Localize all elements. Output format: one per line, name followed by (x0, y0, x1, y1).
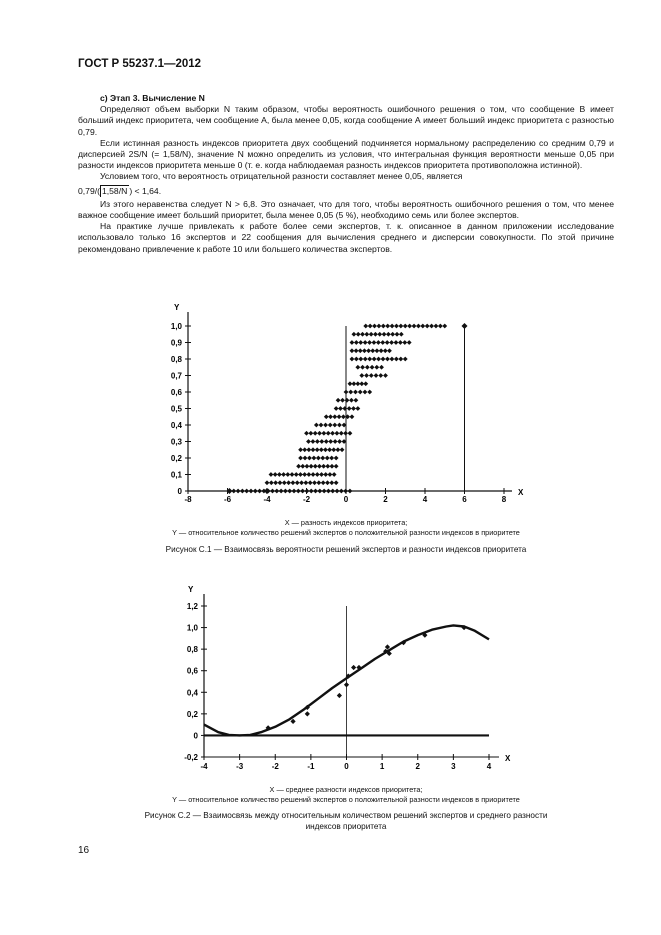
y-tick-label: 1,2 (186, 602, 198, 611)
data-point (319, 439, 324, 444)
data-point (363, 340, 368, 345)
data-point (335, 489, 340, 494)
data-point (355, 406, 360, 411)
data-point (364, 332, 369, 337)
data-point (311, 439, 316, 444)
data-point (339, 431, 344, 436)
data-point (330, 464, 335, 469)
x-tick-label: -2 (302, 495, 311, 504)
data-point (416, 324, 421, 329)
data-point (287, 489, 292, 494)
paragraph: Если истинная разность индексов приоритета двух сообщений подчиняется нормальному распределению со средним 0,79 и дисперсией 2S/N (= 1,58/N), значение N можно определить из условия, что интегральная функция вероятности меньше 0,05 при разности индексов приоритета меньше 0 (т. е. когда наблюдаемая разность индексов приоритета противоположна истинной). (78, 137, 614, 171)
data-point (315, 472, 320, 477)
y-tick-label: 0,2 (186, 709, 198, 719)
data-point (315, 439, 320, 444)
data-point (314, 423, 319, 428)
data-point (412, 324, 417, 329)
data-point (394, 340, 399, 345)
data-point (298, 472, 303, 477)
data-point (379, 348, 384, 353)
data-point (253, 489, 258, 494)
data-point (348, 431, 353, 436)
data-point (349, 398, 354, 403)
data-point (322, 489, 327, 494)
data-point (394, 357, 399, 362)
data-point (295, 480, 300, 485)
y-tick-label: 0,4 (186, 688, 198, 698)
data-point (328, 472, 333, 477)
data-point (244, 489, 249, 494)
data-point (286, 480, 291, 485)
data-point (308, 480, 313, 485)
data-point (420, 324, 425, 329)
data-point (351, 406, 356, 411)
data-point (425, 324, 430, 329)
x-axis-label: X (505, 754, 511, 763)
data-point (328, 414, 333, 419)
data-point (354, 340, 359, 345)
y-axis-label: Y (174, 303, 180, 312)
data-point (281, 472, 286, 477)
data-point (300, 489, 305, 494)
data-point (292, 489, 297, 494)
data-point (372, 357, 377, 362)
data-point (387, 348, 392, 353)
data-point (390, 332, 395, 337)
data-point (344, 682, 349, 687)
data-point (303, 456, 308, 461)
data-point (323, 447, 328, 452)
data-point (302, 472, 307, 477)
data-point (306, 472, 311, 477)
data-point (321, 431, 326, 436)
data-point (370, 365, 375, 370)
data-point (312, 456, 317, 461)
data-point (399, 332, 404, 337)
x-tick-label: -1 (307, 762, 315, 771)
data-point (343, 489, 348, 494)
data-point (374, 365, 379, 370)
data-point (363, 324, 368, 329)
data-point (326, 489, 331, 494)
data-point (363, 381, 368, 386)
x-tick-label: 4 (486, 762, 492, 771)
x-tick-label: -4 (200, 762, 208, 771)
data-point (330, 431, 335, 436)
section-title: с) Этап 3. Вычисление N (100, 93, 205, 103)
data-point (323, 472, 328, 477)
data-point (331, 447, 336, 452)
data-point (348, 390, 353, 395)
data-point (382, 332, 387, 337)
data-point (350, 357, 355, 362)
data-point (240, 489, 245, 494)
x-tick-label: -6 (223, 495, 232, 504)
data-point (407, 324, 412, 329)
data-point (351, 665, 356, 670)
data-point (339, 489, 344, 494)
data-point (379, 365, 384, 370)
data-point (313, 431, 318, 436)
x-tick-label: -8 (184, 495, 192, 504)
figure1-legend-y: Y — относительное количество решений экспертов о положительной разности индексов в приоритете (172, 528, 520, 537)
x-tick-label: -4 (263, 495, 271, 504)
data-point (332, 423, 337, 428)
data-point (312, 480, 317, 485)
data-point (383, 348, 388, 353)
data-point (341, 414, 346, 419)
y-tick-label: 0,6 (186, 666, 198, 676)
data-point (374, 373, 379, 378)
data-point (434, 324, 439, 329)
data-point (321, 464, 326, 469)
figure2-legend-x: X — среднее разности индексов приоритета; (269, 785, 423, 794)
y-tick-label: 0,5 (170, 404, 182, 414)
data-point (360, 365, 365, 370)
data-point (325, 456, 330, 461)
data-point (303, 480, 308, 485)
data-point (385, 357, 390, 362)
x-tick-label: 6 (462, 495, 467, 504)
data-point (300, 464, 305, 469)
data-point (402, 340, 407, 345)
data-point (302, 447, 307, 452)
data-point (326, 431, 331, 436)
data-point (332, 414, 337, 419)
data-point (249, 489, 254, 494)
data-point (283, 489, 288, 494)
data-point (337, 423, 342, 428)
data-point (273, 472, 278, 477)
data-point (270, 489, 275, 494)
data-point (291, 480, 296, 485)
x-tick-label: -2 (271, 762, 279, 771)
data-point (442, 324, 447, 329)
data-point (299, 480, 304, 485)
data-point (380, 340, 385, 345)
data-point (321, 480, 326, 485)
data-point (316, 456, 321, 461)
y-tick-label: 0,4 (170, 421, 182, 430)
data-point (353, 398, 358, 403)
paragraph: Из этого неравенства следует N > 6,8. Это означает, что для того, чтобы вероятность ошибочного решения о том, что менее важное сообщение имеет больший приоритет, была менее 0,05 (5 %), необходимо семь или более экспертов. (78, 198, 614, 221)
data-point (376, 340, 381, 345)
data-point (330, 489, 335, 494)
document-header: ГОСТ Р 55237.1—2012 (78, 58, 202, 70)
data-point (319, 423, 324, 428)
data-point (317, 431, 322, 436)
data-point (273, 480, 278, 485)
data-point (333, 439, 338, 444)
figure2-caption-line2: индексов приоритета (305, 822, 387, 831)
data-point (337, 693, 342, 698)
y-tick-label: 0,2 (170, 454, 182, 463)
x-tick-label: 1 (379, 762, 385, 771)
x-tick-label: 0 (344, 762, 349, 771)
data-point (377, 332, 382, 337)
data-point (343, 431, 348, 436)
data-point (298, 447, 303, 452)
data-point (394, 324, 399, 329)
data-point (367, 390, 372, 395)
y-tick-label: 0,3 (170, 437, 182, 447)
data-point (340, 447, 345, 452)
data-point (375, 348, 380, 353)
data-point (398, 340, 403, 345)
data-point (354, 348, 359, 353)
x-tick-label: 2 (415, 762, 420, 771)
data-point (315, 447, 320, 452)
data-point (403, 324, 408, 329)
y-tick-label: 1,0 (170, 322, 182, 331)
data-point (367, 357, 372, 362)
data-point (438, 324, 443, 329)
data-point (381, 357, 386, 362)
y-tick-label: -0,2 (184, 753, 198, 762)
data-point (350, 414, 355, 419)
data-point (328, 423, 333, 428)
paragraph: На практике лучше привлекать к работе более семи экспертов, т. к. описанное в данном приложении исследование использовало только 16 экспертов и 22 сообщения для вычисления среднего и дисперсии совокупности. По этой причине рекомендовано привлечение к работе 10 или большего количества экспертов. (78, 221, 614, 254)
data-point (290, 719, 295, 724)
paragraph: Определяют объем выборки N таким образом, чтобы вероятность ошибочного решения о том, что сообщение В имеет больший индекс приоритета, чем сообщение А, была менее 0,05, когда сообщение А имеет больший индекс приоритета с разностью 0,79. (78, 104, 614, 137)
data-point (324, 414, 329, 419)
data-point (305, 464, 310, 469)
data-point (329, 456, 334, 461)
data-point (358, 357, 363, 362)
data-point (317, 464, 322, 469)
data-point (306, 447, 311, 452)
data-point (332, 472, 337, 477)
data-point (296, 489, 301, 494)
y-tick-label: 0,7 (170, 371, 182, 381)
data-point (383, 373, 388, 378)
data-point (324, 439, 329, 444)
data-point (377, 324, 382, 329)
data-point (389, 340, 394, 345)
figure1-caption: Рисунок С.1 — Взаимосвязь вероятности решений экспертов и разности индексов приоритета (165, 545, 527, 554)
data-point (298, 456, 303, 461)
data-point (367, 340, 372, 345)
data-point (358, 340, 363, 345)
x-tick-label: 8 (501, 495, 507, 504)
data-point (370, 348, 375, 353)
data-point (462, 323, 468, 329)
data-point (373, 332, 378, 337)
data-point (362, 348, 367, 353)
data-point (311, 472, 316, 477)
data-point (368, 324, 373, 329)
data-point (398, 357, 403, 362)
data-point (294, 472, 299, 477)
data-point (313, 489, 318, 494)
data-point (311, 447, 316, 452)
data-point (345, 398, 350, 403)
data-point (350, 340, 355, 345)
data-point (325, 480, 330, 485)
data-point (269, 480, 274, 485)
x-tick-label: -3 (236, 762, 244, 771)
data-point (277, 472, 282, 477)
data-point (355, 365, 360, 370)
y-tick-label: 0,6 (170, 388, 182, 397)
data-point (335, 431, 340, 436)
data-point (369, 373, 374, 378)
y-tick-label: 0,8 (186, 645, 198, 655)
data-point (366, 348, 371, 353)
data-point (359, 373, 364, 378)
data-point (395, 332, 400, 337)
figure2-caption-line1: Рисунок С.2 — Взаимосвязь между относительным количеством решений экспертов и среднего разности (144, 811, 548, 820)
data-point (334, 456, 339, 461)
data-point (336, 398, 341, 403)
data-point (334, 406, 339, 411)
data-point (257, 489, 262, 494)
data-point (398, 324, 403, 329)
data-point (390, 357, 395, 362)
data-point (282, 480, 287, 485)
page-number: 16 (78, 845, 90, 856)
data-point (317, 489, 322, 494)
formula: 0,79/( 1,58/N ) < 1,64. (78, 185, 162, 196)
y-tick-label: 0,1 (170, 470, 182, 480)
data-point (320, 456, 325, 461)
paragraph: Условием того, что вероятность отрицательной разности составляет менее 0,05, является (100, 171, 463, 182)
data-point (386, 332, 391, 337)
data-point (344, 390, 349, 395)
data-point (269, 472, 274, 477)
data-point (347, 406, 352, 411)
data-point (337, 414, 342, 419)
data-point (279, 489, 284, 494)
data-point (372, 324, 377, 329)
data-point (329, 480, 334, 485)
data-point (385, 340, 390, 345)
data-point (319, 472, 324, 477)
x-axis-label: X (518, 488, 524, 497)
y-tick-label: 1,0 (186, 623, 198, 633)
data-point (274, 489, 279, 494)
data-point (334, 464, 339, 469)
data-point (353, 390, 358, 395)
data-point (350, 348, 355, 353)
data-point (378, 373, 383, 378)
data-point (306, 439, 311, 444)
data-point (236, 489, 241, 494)
data-point (305, 489, 310, 494)
y-tick-label: 0 (177, 487, 182, 496)
data-point (358, 390, 363, 395)
x-tick-label: 4 (422, 495, 428, 504)
data-point (334, 480, 339, 485)
data-point (390, 324, 395, 329)
data-point (325, 464, 330, 469)
data-point (304, 431, 309, 436)
data-point (323, 423, 328, 428)
y-axis-label: Y (188, 585, 194, 594)
figure1-legend-x: X — разность индексов приоритета; (284, 518, 408, 527)
data-point (309, 464, 314, 469)
x-tick-label: 2 (383, 495, 388, 504)
data-point (369, 332, 374, 337)
data-point (265, 480, 270, 485)
data-point (358, 348, 363, 353)
x-tick-label: 3 (451, 762, 456, 771)
y-tick-label: 0,8 (170, 355, 182, 364)
data-point (340, 398, 345, 403)
data-point (364, 373, 369, 378)
data-point (365, 365, 370, 370)
data-point (429, 324, 434, 329)
data-point (290, 472, 295, 477)
data-point (319, 447, 324, 452)
data-point (385, 324, 390, 329)
data-point (376, 357, 381, 362)
data-point (308, 431, 313, 436)
data-point (309, 489, 314, 494)
y-tick-label: 0 (193, 731, 198, 741)
data-point (354, 357, 359, 362)
data-point (363, 390, 368, 395)
x-tick-label: 0 (343, 495, 349, 504)
data-point (338, 406, 343, 411)
data-point (348, 489, 353, 494)
data-point (352, 332, 357, 337)
data-point (278, 480, 283, 485)
data-point (407, 340, 412, 345)
data-point (336, 447, 341, 452)
data-point (403, 357, 408, 362)
data-point (296, 464, 301, 469)
data-point (285, 472, 290, 477)
data-point (372, 340, 377, 345)
data-point (337, 439, 342, 444)
data-point (360, 332, 365, 337)
data-point (381, 324, 386, 329)
data-point (363, 357, 368, 362)
figure2-legend-y: Y — относительное количество решений экспертов о положительной разности индексов в приоритете (172, 795, 520, 804)
data-point (264, 488, 270, 494)
data-point (307, 456, 312, 461)
data-point (356, 332, 361, 337)
data-point (313, 464, 318, 469)
data-point (305, 711, 310, 716)
data-point (328, 439, 333, 444)
data-point (316, 480, 321, 485)
data-point (327, 447, 332, 452)
y-tick-label: 0,9 (170, 338, 182, 348)
